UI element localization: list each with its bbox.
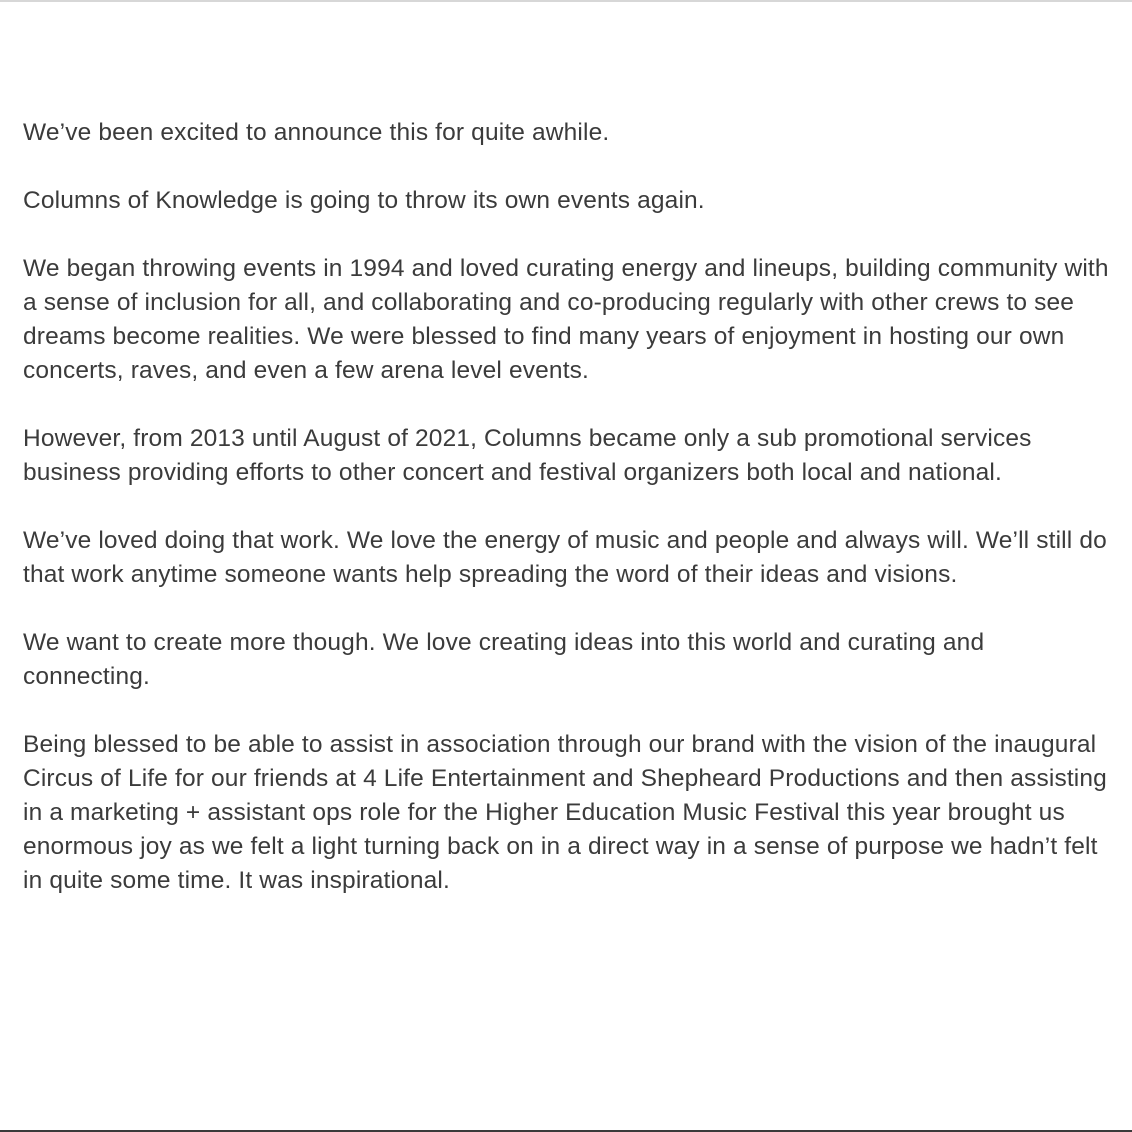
paragraph-7: Being blessed to be able to assist in association through our brand with the vision of the inaugural Circus of Life for our friends at 4 Life Entertainment and Shepheard Productions and then assisting in a marketing + assistant ops role for the Higher Education Music Festival this year brought us enormous joy as we felt a light turning back on in a direct way in a sense of purpose we hadn’t felt in quite some time. It was inspirational. — [23, 731, 1107, 894]
paragraph-3: We began throwing events in 1994 and loved curating energy and lineups, building community with a sense of inclusion for all, and collaborating and co-producing regularly with other crews to see dreams become realities. We were blessed to find many years of enjoyment in hosting our own concerts, raves, and even a few arena level events. — [23, 255, 1109, 384]
paragraph-5: We’ve loved doing that work. We love the energy of music and people and always will. We’ll still do that work anytime someone wants help spreading the word of their ideas and visions. — [23, 527, 1107, 588]
top-divider — [0, 0, 1132, 2]
paragraph-2: Columns of Knowledge is going to throw its own events again. — [23, 187, 705, 214]
paragraph-4: However, from 2013 until August of 2021, Columns became only a sub promotional services business providing efforts to other concert and festival organizers both local and national. — [23, 425, 1032, 486]
note-body[interactable] — [23, 116, 1118, 932]
paragraph-6: We want to create more though. We love creating ideas into this world and curating and connecting. — [23, 629, 985, 690]
paragraph-1: We’ve been excited to announce this for quite awhile. — [23, 119, 610, 146]
